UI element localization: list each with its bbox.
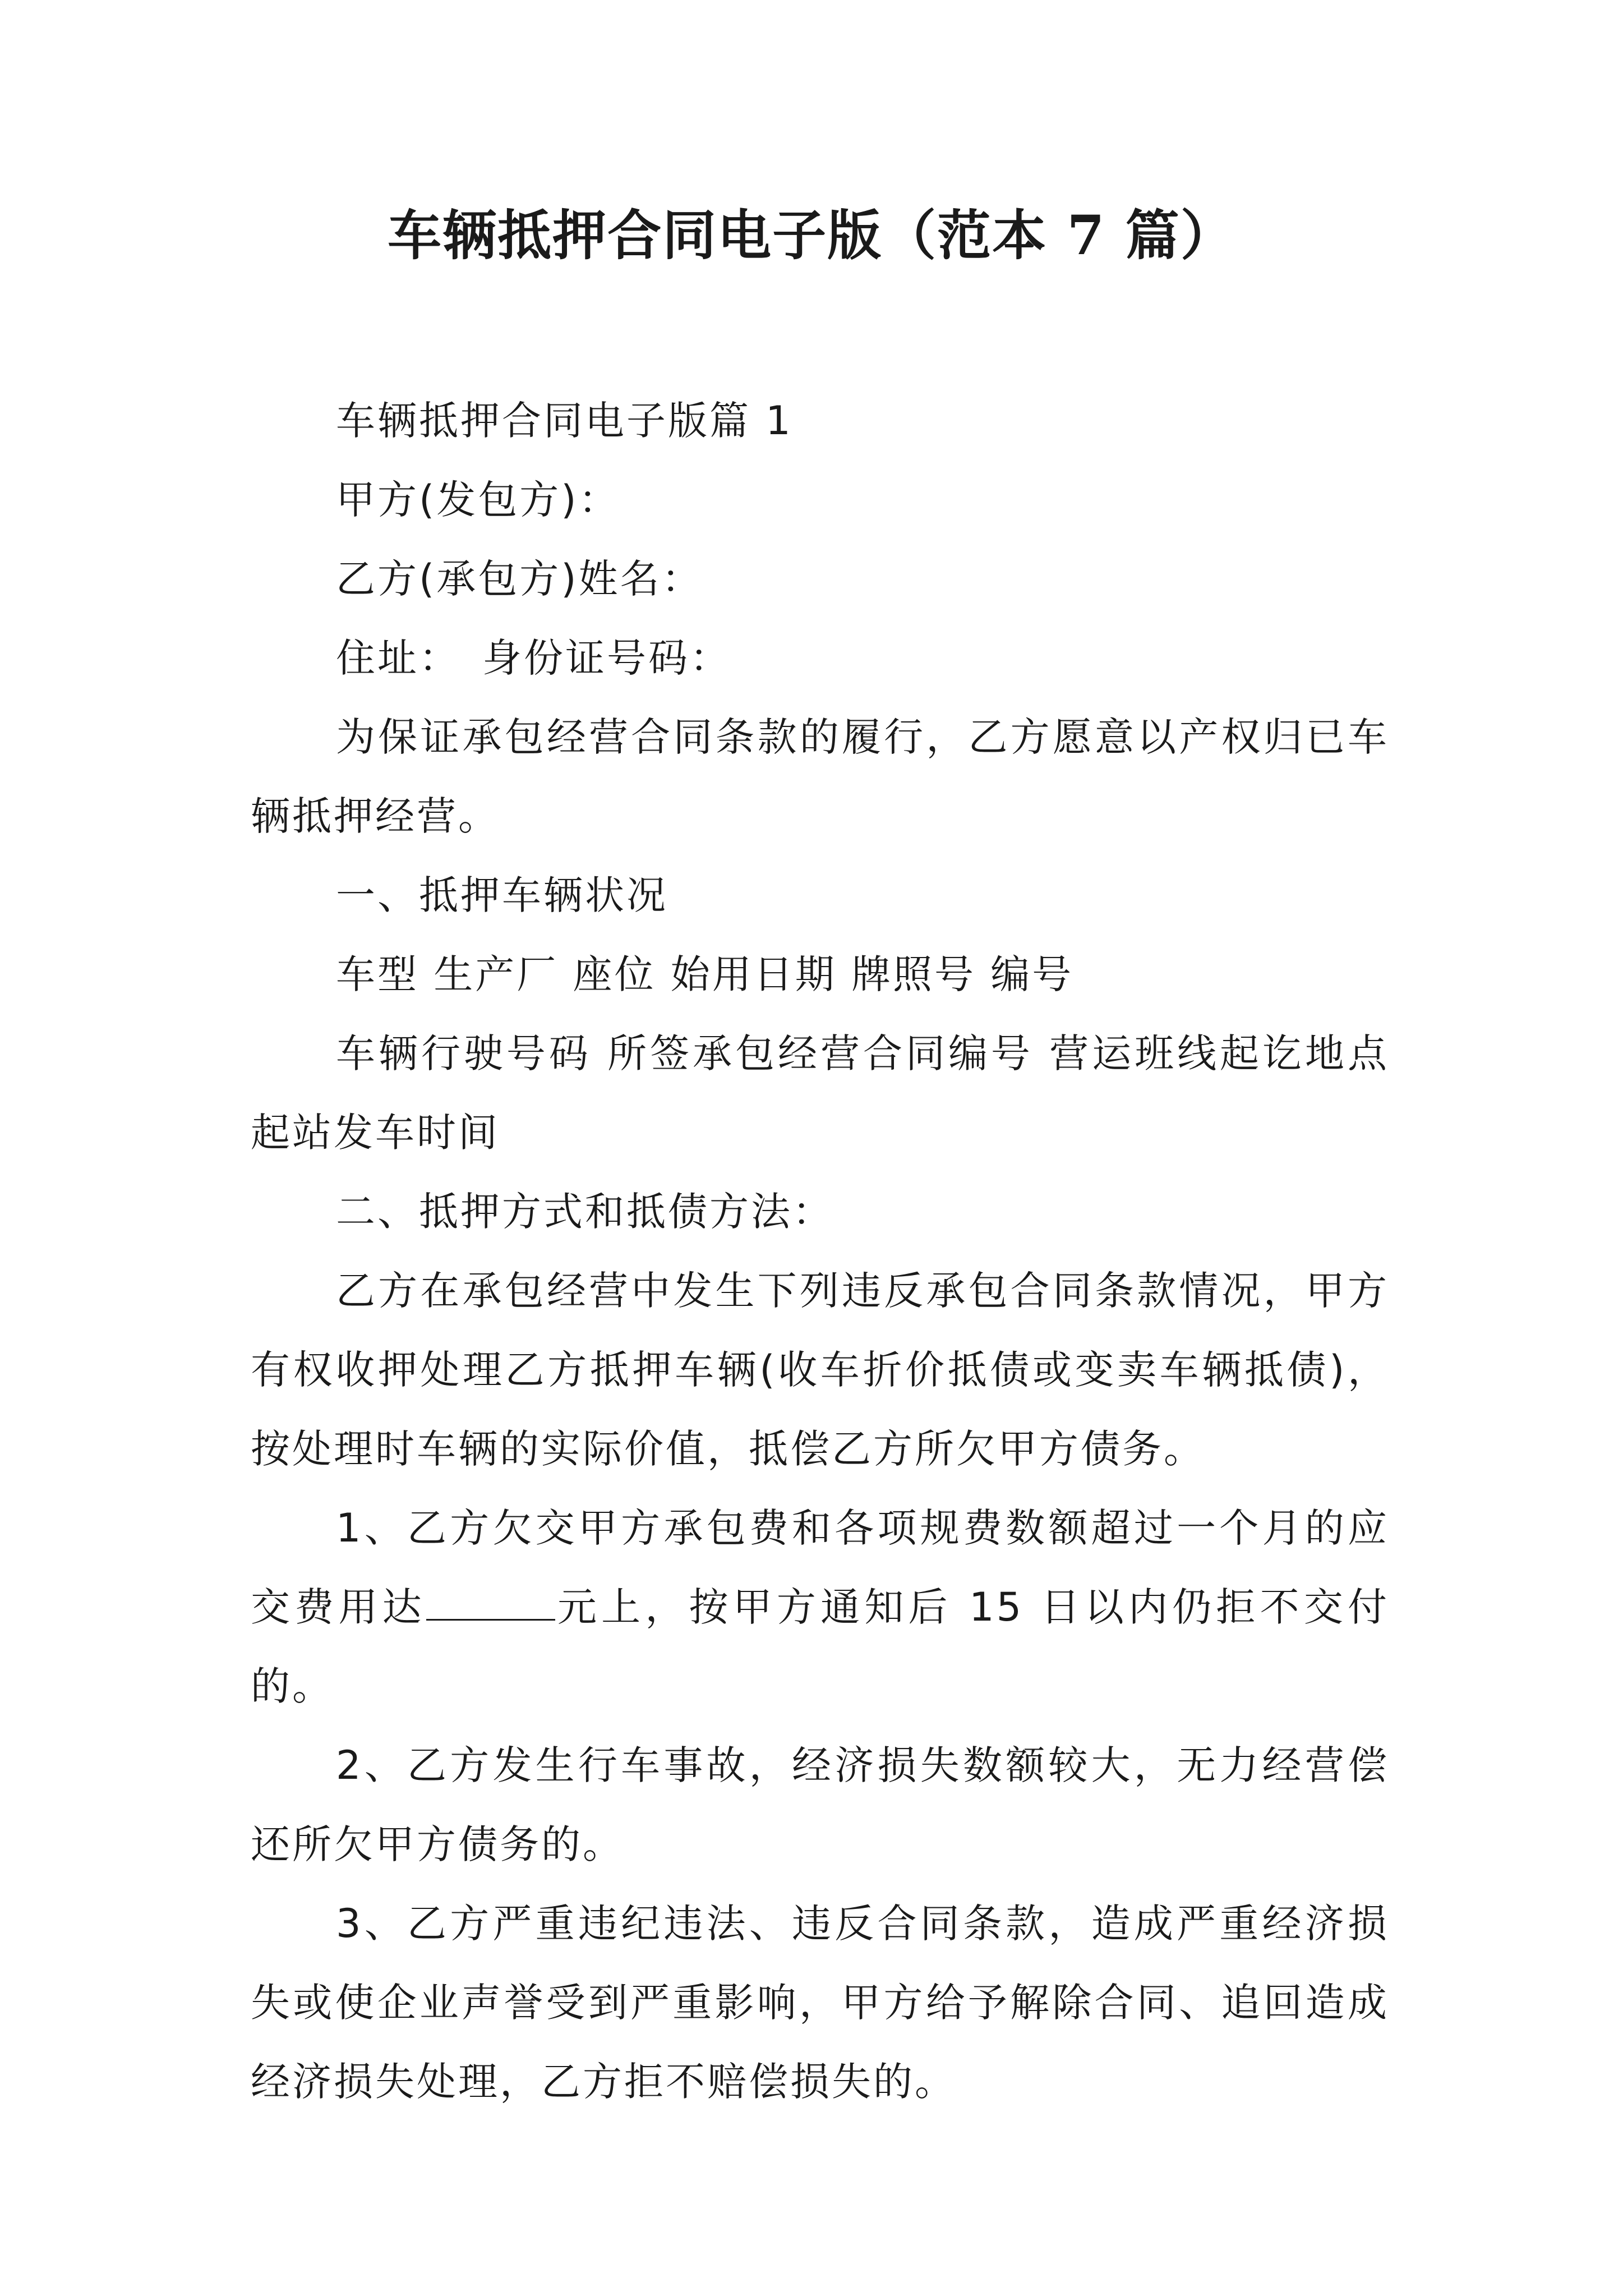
- document-body: [251, 381, 1389, 2122]
- vehicle-fields-row-2: 车辆行驶号码 所签承包经营合同编号 营运班线起讫地点 起站发车时间: [251, 1030, 1389, 1156]
- clause-item-3: 3、乙方严重违纪违法、违反合同条款，造成严重经济损失或使企业声誉受到严重影响，甲方给予解除合同、追回造成经济损失处理，乙方拒不赔偿损失的。: [251, 1901, 1389, 2105]
- document-title: 车辆抵押合同电子版（范本 7 篇）: [388, 204, 1235, 267]
- intro-paragraph: 为保证承包经营合同条款的履行，乙方愿意以产权归已车辆抵押经营。: [251, 714, 1389, 839]
- address-id-line: 住址： 身份证号码：: [336, 635, 731, 681]
- clause-item-2: 2、乙方发生行车事故，经济损失数额较大，无力经营偿还所欠甲方债务的。: [251, 1742, 1389, 1867]
- section-one-heading: 一、抵押车辆状况: [336, 872, 668, 918]
- clause-item-1-text-b: 元上，按甲方通知后 15 日以内仍拒不交付的。: [251, 1584, 1390, 1709]
- clause-item-1: [251, 1489, 1389, 1726]
- clause-intro-paragraph: 乙方在承包经营中发生下列违反承包合同条款情况，甲方有权收押处理乙方抵押车辆(收车折价抵债或变卖车辆抵债)，按处理时车辆的实际价值，抵偿乙方所欠甲方债务。: [251, 1268, 1389, 1472]
- section-two-heading: 二、抵押方式和抵债方法：: [336, 1189, 834, 1235]
- party-a-line: 甲方(发包方)：: [336, 477, 620, 523]
- party-b-line: 乙方(承包方)姓名：: [336, 556, 703, 602]
- section-heading: 车辆抵押合同电子版篇 1: [336, 398, 793, 444]
- clause-item-1-text-a: 1、乙方欠交甲方承包费和各项规费数额超过一个月的应交费用达: [251, 1505, 1389, 1630]
- vehicle-fields-row-1: 车型 生产厂 座位 始用日期 牌照号 编号: [336, 951, 1074, 997]
- fill-in-blank: [426, 1584, 555, 1621]
